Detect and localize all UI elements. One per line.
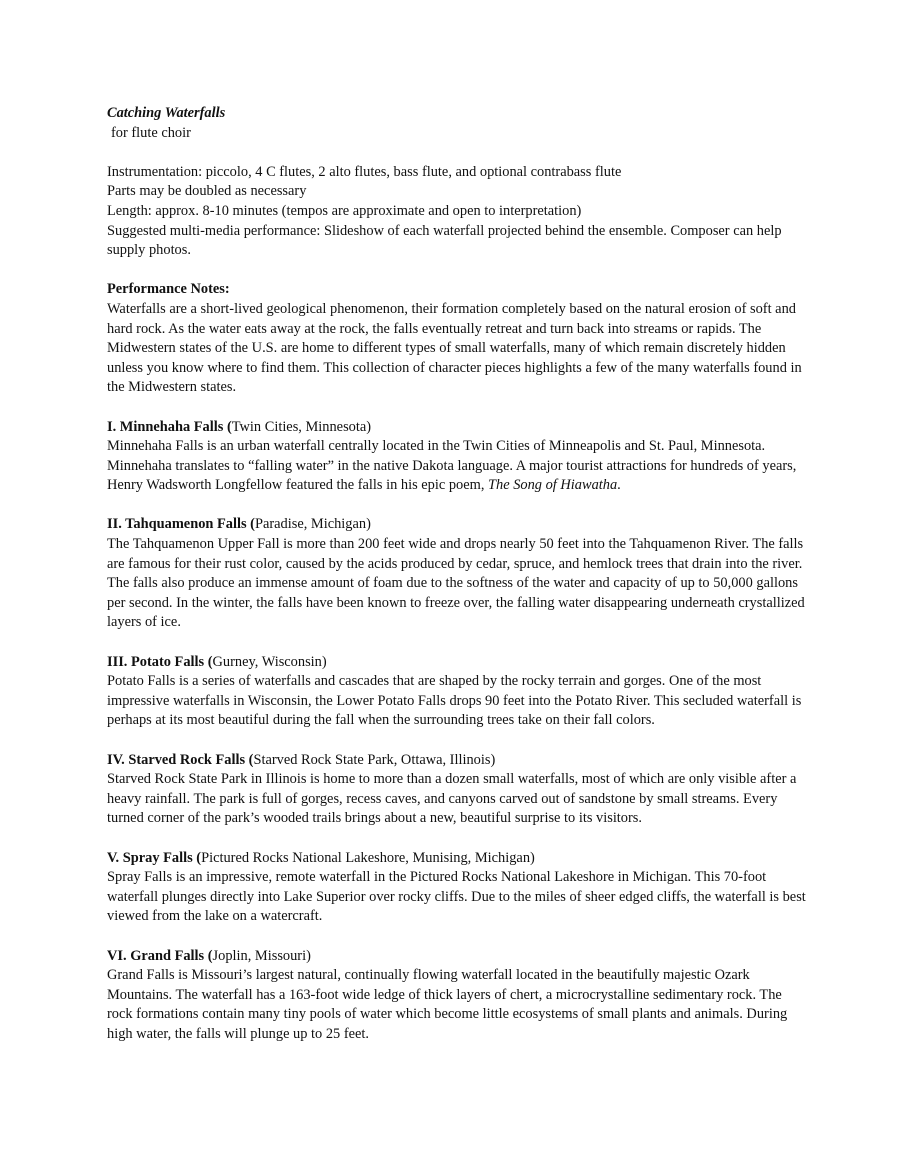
section-heading	[107, 947, 807, 967]
section-heading	[107, 751, 807, 771]
section-heading	[107, 849, 807, 869]
document-title: Catching Waterfalls	[107, 105, 226, 121]
spacer	[107, 927, 807, 947]
section-title: IV. Starved Rock Falls (	[107, 751, 254, 768]
info-doubling: Parts may be doubled as necessary	[107, 183, 307, 200]
performance-notes-body: Waterfalls are a short-lived geological phenomenon, their formation completely based on the natural erosion of soft and hard rock. As the water eats away at the rock, the falls eventually retreat and turn back into streams or rapids. The Midwestern states of the U.S. are home to different types of small waterfalls, many of which remain discretely hidden unless you know where to find them. This collection of character pieces highlights a few of the many waterfalls found in the Midwestern states.	[107, 300, 802, 396]
section-title: III. Potato Falls (	[107, 653, 213, 670]
spacer	[107, 143, 807, 163]
section-body: Starved Rock State Park in Illinois is home to more than a dozen small waterfalls, most of which are only visible after a heavy rainfall. The park is full of gorges, recess caves, and canyons carved out of sandstone by small streams. Every turned corner of the park’s wooded trails brings about a new, beautiful surprise to its visitors.	[107, 771, 797, 827]
performance-notes-heading: Performance Notes:	[107, 281, 230, 298]
info-length: Length: approx. 8-10 minutes (tempos are approximate and open to interpretation)	[107, 202, 582, 219]
spacer	[107, 829, 807, 849]
section-body: The Tahquamenon Upper Fall is more than 200 feet wide and drops nearly 50 feet into the Tahquamenon River. The falls are famous for their rust color, caused by the acids produced by cedar, spruce, and hemlock trees that drain into the river. The falls also produce an immense amount of foam due to the softness of the water and capacity of up to 50,000 gallons per second. In the winter, the falls have been known to freeze over, the falling water disappearing underneath crystallized layers of ice.	[107, 536, 805, 631]
section-body: Minnehaha Falls is an urban waterfall centrally located in the Twin Cities of Minneapolis and St. Paul, Minnesota. Minnehaha translates to “falling water” in the native Dakota language. A major tourist attractions for hundreds of years, Henry Wadsworth Longfellow featured the falls in his epic poem, The Song of Hiawatha.	[107, 438, 797, 494]
poem-title: The Song of Hiawatha	[488, 477, 618, 494]
spacer	[107, 633, 807, 653]
spacer	[107, 398, 807, 418]
section-title: II. Tahquamenon Falls (	[107, 516, 255, 533]
document-subtitle: for flute choir	[111, 124, 191, 141]
section-location: Pictured Rocks National Lakeshore, Munising, Michigan)	[201, 849, 535, 866]
section-title: V. Spray Falls (	[107, 849, 202, 866]
spacer	[107, 261, 807, 281]
section-body: Potato Falls is a series of waterfalls and cascades that are shaped by the rocky terrain and gorges. One of the most impressive waterfalls in Wisconsin, the Lower Potato Falls drops 90 feet into the Potato River. This secluded waterfall is perhaps at its most beautiful during the fall when the surrounding trees take on their fall colors.	[107, 673, 802, 729]
section-location: Twin Cities, Minnesota)	[231, 418, 372, 435]
section-body: Grand Falls is Missouri’s largest natural, continually flowing waterfall located in the beautifully majestic Ozark Mountains. The waterfall has a 163-foot wide ledge of thick layers of chert, a microcrystalline sedimentary rock. The rock formations contain many tiny pools of water which become little ecosystems of small plants and animals. During high water, the falls will plunge up to 25 feet.	[107, 967, 788, 1042]
info-multimedia: Suggested multi-media performance: Slideshow of each waterfall projected behind the ensemble. Composer can help supply photos.	[107, 222, 782, 259]
section-heading	[107, 418, 807, 438]
section-location: Starved Rock State Park, Ottawa, Illinois)	[253, 751, 496, 768]
section-body: Spray Falls is an impressive, remote waterfall in the Pictured Rocks National Lakeshore in Michigan. This 70-foot waterfall plunges directly into Lake Superior over rocky cliffs. Due to the miles of sheer edged cliffs, the waterfall is best viewed from the lake on a watercraft.	[107, 869, 806, 925]
section-heading	[107, 515, 807, 535]
section-title: I. Minnehaha Falls (	[107, 418, 232, 435]
document-content	[107, 104, 807, 1045]
section-heading	[107, 653, 807, 673]
section-title: VI. Grand Falls (	[107, 947, 213, 964]
section-location: Gurney, Wisconsin)	[212, 653, 327, 670]
section-location: Joplin, Missouri)	[212, 947, 311, 964]
info-instrumentation: Instrumentation: piccolo, 4 C flutes, 2 alto flutes, bass flute, and optional contrabass flute	[107, 163, 622, 180]
spacer	[107, 731, 807, 751]
section-location: Paradise, Michigan)	[254, 516, 371, 533]
spacer	[107, 496, 807, 516]
